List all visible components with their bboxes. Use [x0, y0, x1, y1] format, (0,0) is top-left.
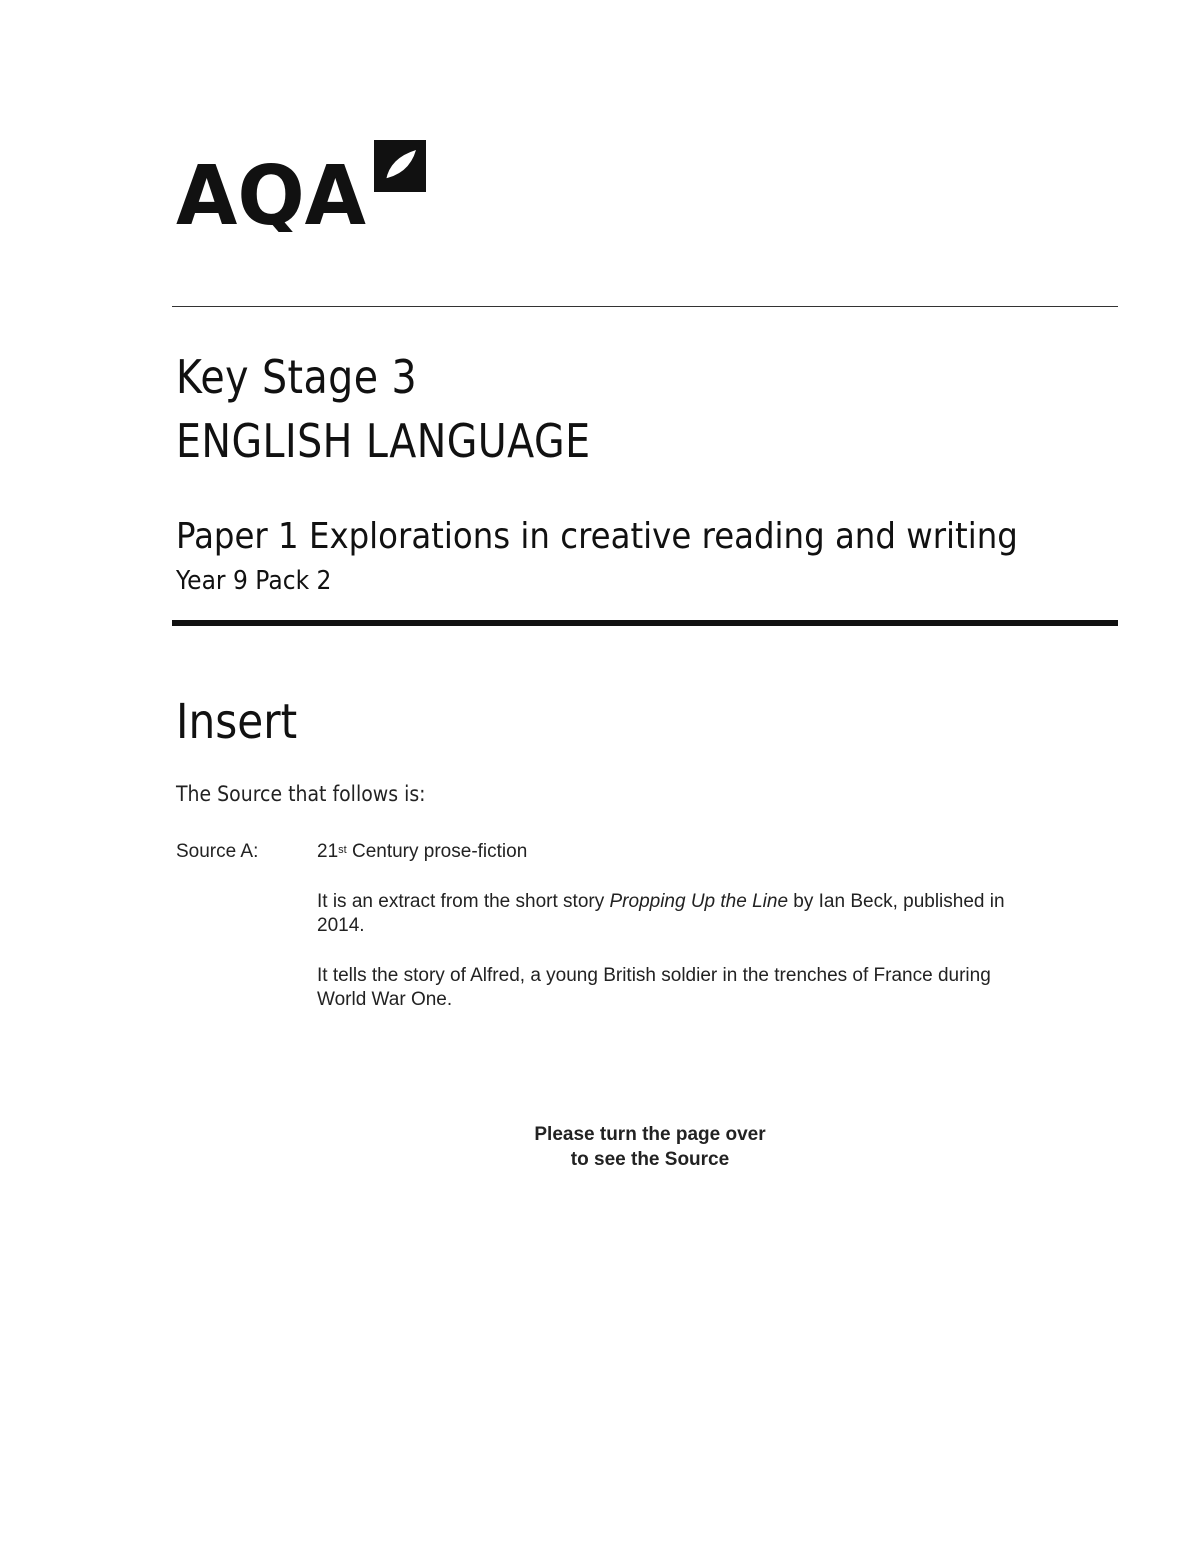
aqa-logo [176, 140, 436, 232]
svg-text:AQA: AQA [176, 149, 367, 232]
insert-heading: Insert [176, 694, 298, 750]
source-description-2: It tells the story of Alfred, a young British soldier in the trenches of France during World War One. [317, 965, 991, 1010]
source-type-rest: Century prose-fiction [346, 841, 528, 862]
source-type [317, 840, 527, 864]
pack-label: Year 9 Pack 2 [176, 566, 332, 596]
thick-divider [172, 620, 1118, 626]
subject-heading: ENGLISH LANGUAGE [176, 414, 591, 468]
source-label: Source A: [176, 841, 259, 862]
key-stage-heading: Key Stage 3 [176, 350, 418, 404]
source-type-suffix: st [338, 844, 347, 856]
top-divider [172, 306, 1118, 307]
turn-page-line-1: Please turn the page over [534, 1124, 766, 1145]
desc1-after: by Ian Beck, published in 2014. [317, 891, 1005, 936]
desc1-before: It is an extract from the short story [317, 891, 610, 912]
turn-page-line-2: to see the Source [570, 1149, 730, 1170]
insert-intro: The Source that follows is: [176, 782, 426, 806]
aqa-leaf-icon [176, 140, 436, 232]
story-title: Propping Up the Line [609, 891, 789, 912]
source-type-number: 21 [317, 841, 339, 862]
source-description-1 [317, 890, 1037, 938]
paper-title: Paper 1 Explorations in creative reading and writing [176, 516, 1018, 557]
